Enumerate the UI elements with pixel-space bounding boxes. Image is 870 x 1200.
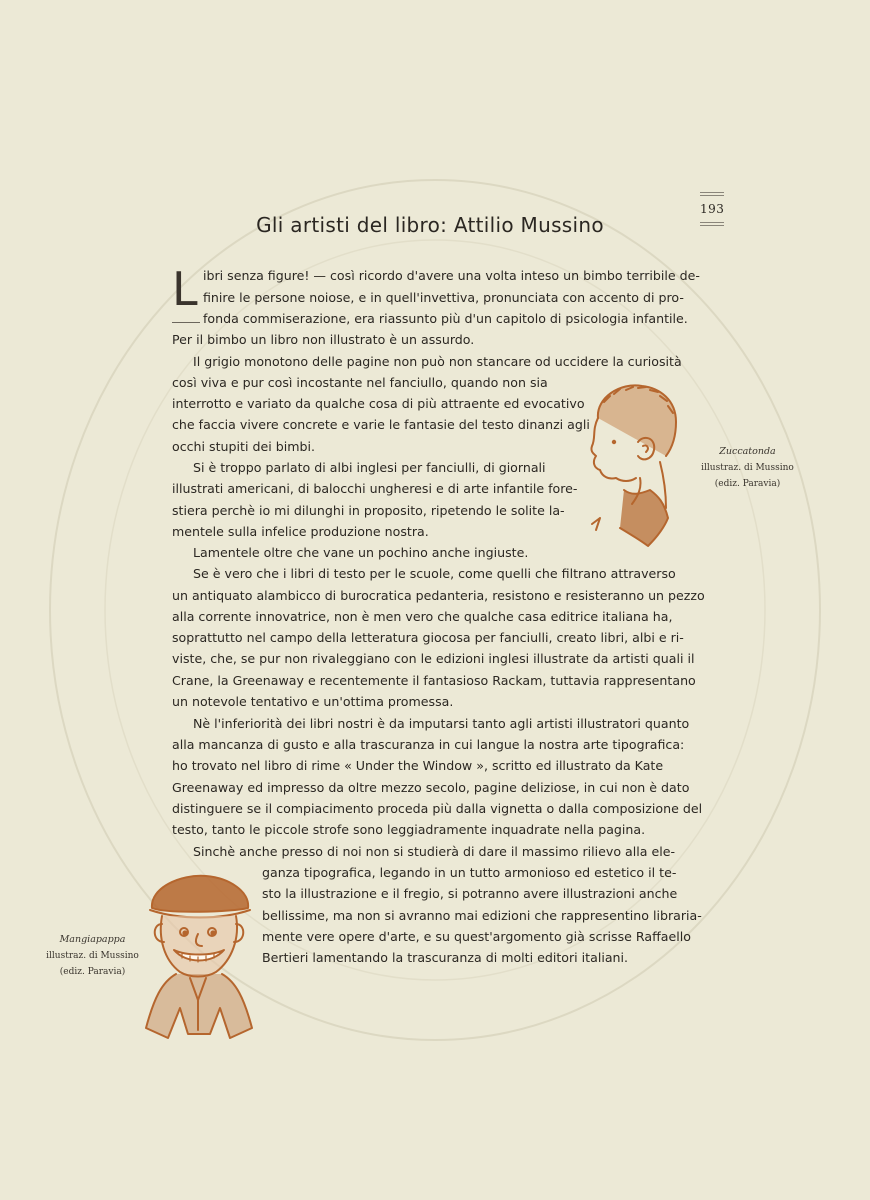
- page-number-rule: [700, 192, 724, 193]
- page-number: 193: [700, 202, 725, 216]
- text-line: Il grigio monotono delle pagine non può non stancare od uccidere la curiosità: [193, 354, 682, 369]
- caption-credit: illustraz. di Mussino: [701, 463, 794, 473]
- text-line: interrotto e variato da qualche cosa di più attraente ed evocativo: [172, 396, 585, 411]
- drop-cap: L: [172, 262, 198, 316]
- text-line: Bertieri lamentando la trascuranza di molti editori italiani.: [262, 950, 629, 965]
- page-number-block: [700, 190, 724, 228]
- text-line: fonda commiserazione, era riassunto più d'un capitolo di psicologia infantile.: [203, 311, 688, 326]
- text-line: mentele sulla infelice produzione nostra.: [172, 524, 429, 539]
- page-title: Gli artisti del libro: Attilio Mussino: [256, 213, 604, 237]
- caption-publisher: (ediz. Paravia): [59, 967, 126, 977]
- text-line: distinguere se il compiacimento proceda più dalla vignetta o dalla composizione del: [172, 801, 703, 816]
- text-line: finire le persone noiose, e in quell'invettiva, pronunciata con accento di pro-: [203, 290, 684, 305]
- text-line: che faccia vivere concrete e varie le fantasie del testo dinanzi agli: [172, 417, 590, 432]
- page-number-rule: [700, 195, 724, 196]
- text-line: Sinchè anche presso di noi non si studierà di dare il massimo rilievo alla ele-: [193, 844, 676, 859]
- text-line: Lamentele oltre che vane un pochino anche ingiuste.: [193, 545, 529, 560]
- text-line: sto la illustrazione e il fregio, si potranno avere illustrazioni anche: [262, 886, 678, 901]
- text-line: così viva e pur così incostante nel fanciullo, quando non sia: [172, 375, 548, 390]
- text-line: ibri senza figure! — così ricordo d'avere una volta inteso un bimbo terribile de-: [203, 268, 700, 283]
- text-line: Si è troppo parlato di albi inglesi per fanciulli, di giornali: [193, 460, 546, 475]
- text-line: alla mancanza di gusto e alla trascuranza in cui langue la nostra arte tipografica:: [172, 737, 685, 752]
- drop-cap-rule: [172, 322, 200, 323]
- caption-credit: illustraz. di Mussino: [46, 951, 139, 961]
- text-line: stiera perchè io mi dilunghi in proposito, ripetendo le solite la-: [172, 503, 565, 518]
- text-line: mente vere opere d'arte, e su quest'argomento già scrisse Raffaello: [262, 929, 691, 944]
- caption-publisher: (ediz. Paravia): [714, 479, 781, 489]
- page-number-rule: [700, 222, 724, 223]
- text-line: ho trovato nel libro di rime « Under the Window », scritto ed illustrato da Kate: [172, 758, 664, 773]
- text-line: illustrati americani, di balocchi ungheresi e di arte infantile fore-: [172, 481, 578, 496]
- page-number-rule: [700, 225, 724, 226]
- text-line: testo, tanto le piccole strofe sono leggiadramente inquadrate nella pagina.: [172, 822, 646, 837]
- child-profile-illustration: [580, 378, 680, 553]
- text-line: bellissime, ma non si avranno mai edizioni che rappresentino libraria-: [262, 908, 702, 923]
- text-line: Greenaway ed impresso da oltre mezzo secolo, pagine deliziose, in cui non è dato: [172, 780, 690, 795]
- text-line: un notevole tentativo e un'ottima promessa.: [172, 694, 454, 709]
- text-line: alla corrente innovatrice, non è men vero che qualche casa editrice italiana ha,: [172, 609, 673, 624]
- boy-with-cap-illustration: [140, 868, 258, 1043]
- caption-left: [40, 934, 145, 977]
- text-line: soprattutto nel campo della letteratura giocosa per fanciulli, creato libri, albi e ri-: [172, 630, 684, 645]
- caption-right: [700, 446, 795, 489]
- text-line: Crane, la Greenaway e recentemente il fantasioso Rackam, tuttavia rappresentano: [172, 673, 696, 688]
- text-line: Nè l'inferiorità dei libri nostri è da imputarsi tanto agli artisti illustratori quanto: [193, 716, 690, 731]
- caption-title: Zuccatonda: [719, 446, 776, 457]
- text-line: Se è vero che i libri di testo per le scuole, come quelli che filtrano attraverso: [193, 566, 676, 581]
- text-line: viste, che, se pur non rivaleggiano con le edizioni inglesi illustrate da artisti quali il: [172, 651, 695, 666]
- text-line: Per il bimbo un libro non illustrato è un assurdo.: [172, 332, 475, 347]
- text-line: un antiquato alambicco di burocratica pedanteria, resistono e resisteranno un pezzo: [172, 588, 705, 603]
- text-line: occhi stupiti dei bimbi.: [172, 439, 315, 454]
- caption-title: Mangiapappa: [59, 934, 126, 945]
- text-line: ganza tipografica, legando in un tutto armonioso ed estetico il te-: [262, 865, 677, 880]
